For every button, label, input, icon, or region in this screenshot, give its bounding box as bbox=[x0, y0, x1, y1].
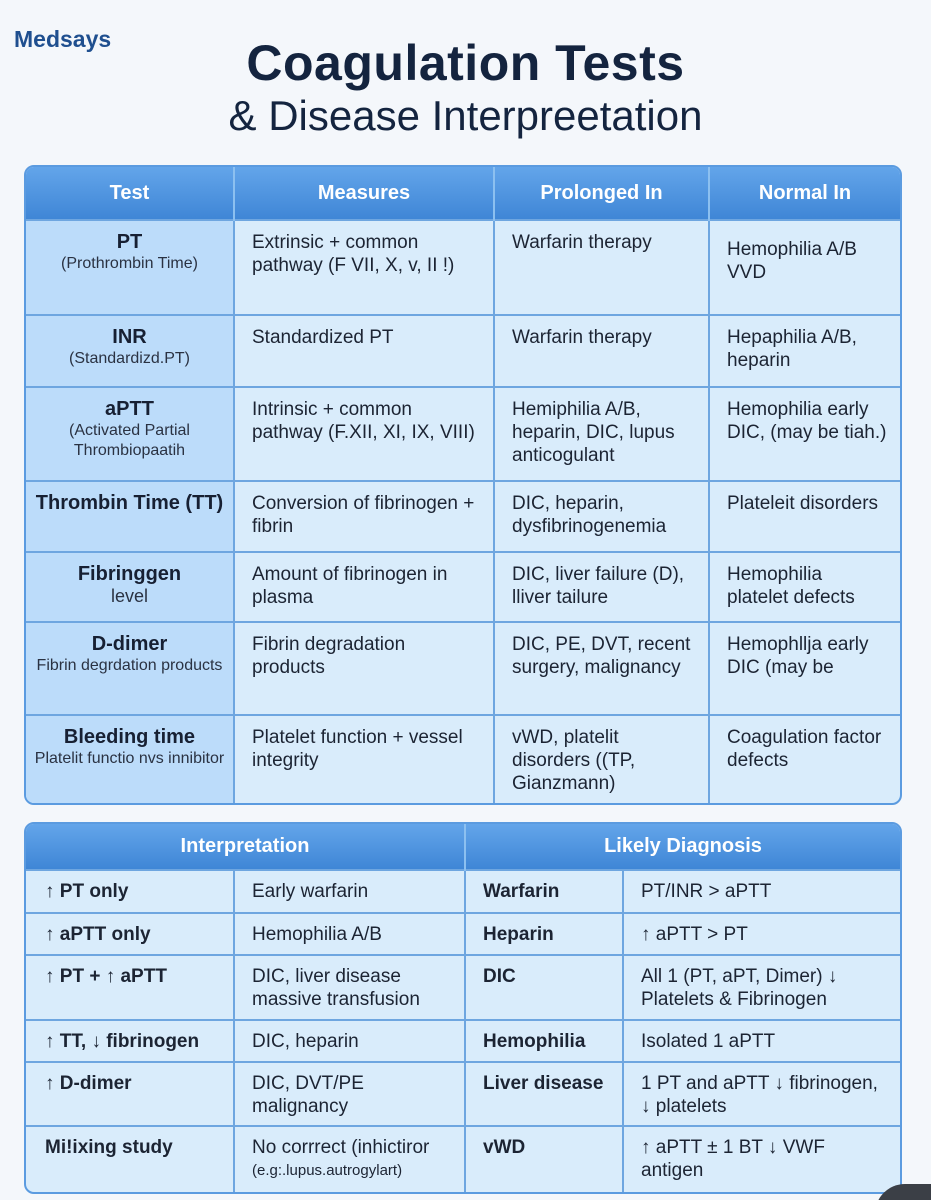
detail-cell: 1 PT and aPTT ↓ fibrinogen, ↓ platelets bbox=[623, 1062, 900, 1126]
meaning-cell: DIC, heparin bbox=[234, 1020, 465, 1062]
table-header-row bbox=[26, 824, 900, 870]
test-cell bbox=[26, 481, 234, 552]
test-name: D-dimer bbox=[91, 633, 168, 655]
test-name: INR bbox=[112, 326, 147, 348]
table-row bbox=[26, 481, 900, 552]
meaning-note: (e.g:.lupus.autrogylart) bbox=[252, 1162, 403, 1179]
prolonged-cell: DIC, PE, DVT, recent surgery, malignancy bbox=[494, 622, 709, 715]
finding-cell: ↑ D-dimer bbox=[26, 1062, 234, 1126]
coagulation-tests-table bbox=[24, 165, 902, 805]
normal-cell: Plateleit disorders bbox=[709, 481, 900, 552]
test-subtitle: (Activated Partial Thrombiopaatih bbox=[69, 422, 190, 459]
diagnosis-cell: vWD bbox=[465, 1126, 623, 1192]
header-prolonged-in: Prolonged In bbox=[494, 167, 709, 220]
page-title: Coagulation Tests bbox=[246, 35, 685, 91]
table-row bbox=[26, 1126, 900, 1192]
normal-cell: Hemophilia A/B VVD bbox=[709, 220, 900, 315]
test-name: Fibringgen bbox=[77, 563, 182, 585]
header-test: Test bbox=[26, 167, 234, 220]
detail-cell: ↑ aPTT > PT bbox=[623, 913, 900, 955]
detail-cell: All 1 (PT, aPT, Dimer) ↓ Platelets & Fibrinogen bbox=[623, 955, 900, 1020]
normal-cell: Hemophilia platelet defects bbox=[709, 552, 900, 622]
detail-cell: PT/INR > aPTT bbox=[623, 870, 900, 913]
prolonged-cell: DIC, heparin, dysfibrinogenemia bbox=[494, 481, 709, 552]
test-cell bbox=[26, 387, 234, 481]
test-subtitle: level bbox=[110, 586, 149, 606]
test-name: Thrombin Time (TT) bbox=[35, 492, 224, 514]
normal-cell: Hepaphilia A/B, heparin bbox=[709, 315, 900, 387]
detail-cell: Isolated 1 aPTT bbox=[623, 1020, 900, 1062]
table-row bbox=[26, 387, 900, 481]
interpretation-table bbox=[24, 822, 902, 1194]
normal-cell: Hemophllja early DIC (may be bbox=[709, 622, 900, 715]
page-subtitle: & Disease Interpreetation bbox=[228, 92, 703, 139]
table-row bbox=[26, 913, 900, 955]
prolonged-cell: Warfarin therapy bbox=[494, 220, 709, 315]
prolonged-cell: vWD, platelit disorders ((TP, Gianzmann) bbox=[494, 715, 709, 803]
measures-cell: Extrinsic + common pathway (F VII, X, v, II !) bbox=[234, 220, 494, 315]
table-row bbox=[26, 622, 900, 715]
prolonged-cell: DIC, liver failure (D), lliver tailure bbox=[494, 552, 709, 622]
measures-cell: Intrinsic + common pathway (F.XII, XI, IX, VIII) bbox=[234, 387, 494, 481]
test-subtitle: (Prothrombin Time) bbox=[61, 255, 198, 272]
test-name: aPTT bbox=[105, 398, 154, 420]
meaning-cell: Hemophilia A/B bbox=[234, 913, 465, 955]
measures-cell: Standardized PT bbox=[234, 315, 494, 387]
test-cell bbox=[26, 220, 234, 315]
diagnosis-cell: Warfarin bbox=[465, 870, 623, 913]
table-header-row bbox=[26, 167, 900, 220]
table-row bbox=[26, 220, 900, 315]
measures-cell: Platelet function + vessel integrity bbox=[234, 715, 494, 803]
finding-cell: ↑ TT, ↓ fibrinogen bbox=[26, 1020, 234, 1062]
normal-cell: Coagulation factor defects bbox=[709, 715, 900, 803]
table-row bbox=[26, 1062, 900, 1126]
meaning-cell: Early warfarin bbox=[234, 870, 465, 913]
table-row bbox=[26, 870, 900, 913]
test-subtitle: (Standardizd.PT) bbox=[69, 350, 190, 367]
measures-cell: Amount of fibrinogen in plasma bbox=[234, 552, 494, 622]
table-row bbox=[26, 552, 900, 622]
prolonged-cell: Hemiphilia A/B, heparin, DIC, lupus anticogulant bbox=[494, 387, 709, 481]
finding-cell: ↑ aPTT only bbox=[26, 913, 234, 955]
meaning-text: No corrrect (inhictiror bbox=[252, 1137, 430, 1158]
header-interpretation: Interpretation bbox=[26, 824, 465, 870]
table-row bbox=[26, 315, 900, 387]
test-cell bbox=[26, 315, 234, 387]
test-cell bbox=[26, 715, 234, 803]
meaning-cell: DIC, DVT/PE malignancy bbox=[234, 1062, 465, 1126]
header-normal-in: Normal In bbox=[709, 167, 900, 220]
table-row bbox=[26, 715, 900, 803]
diagnosis-cell: Heparin bbox=[465, 913, 623, 955]
finding-cell: ↑ PT only bbox=[26, 870, 234, 913]
diagnosis-cell: DIC bbox=[465, 955, 623, 1020]
diagnosis-cell: Liver disease bbox=[465, 1062, 623, 1126]
test-cell bbox=[26, 552, 234, 622]
prolonged-cell: Warfarin therapy bbox=[494, 315, 709, 387]
table-row bbox=[26, 955, 900, 1020]
test-subtitle: Platelit functio nvs innibitor bbox=[34, 750, 225, 767]
diagnosis-cell: Hemophilia bbox=[465, 1020, 623, 1062]
measures-cell: Fibrin degradation products bbox=[234, 622, 494, 715]
finding-cell: Mi!ixing study bbox=[26, 1126, 234, 1192]
test-name: Bleeding time bbox=[63, 726, 196, 748]
test-subtitle: Fibrin degrdation products bbox=[36, 657, 223, 674]
test-cell bbox=[26, 622, 234, 715]
brand-logo: Medsays bbox=[14, 26, 112, 52]
meaning-cell bbox=[234, 1126, 465, 1192]
measures-cell: Conversion of fibrinogen + fibrin bbox=[234, 481, 494, 552]
test-name: PT bbox=[116, 231, 143, 253]
meaning-cell: DIC, liver disease massive transfusion bbox=[234, 955, 465, 1020]
detail-cell: ↑ aPTT ± 1 BT ↓ VWF antigen bbox=[623, 1126, 900, 1192]
header-measures: Measures bbox=[234, 167, 494, 220]
normal-cell: Hemophilia early DIC, (may be tiah.) bbox=[709, 387, 900, 481]
table-row bbox=[26, 1020, 900, 1062]
header-likely-diagnosis: Likely Diagnosis bbox=[465, 824, 900, 870]
finding-cell: ↑ PT + ↑ aPTT bbox=[26, 955, 234, 1020]
